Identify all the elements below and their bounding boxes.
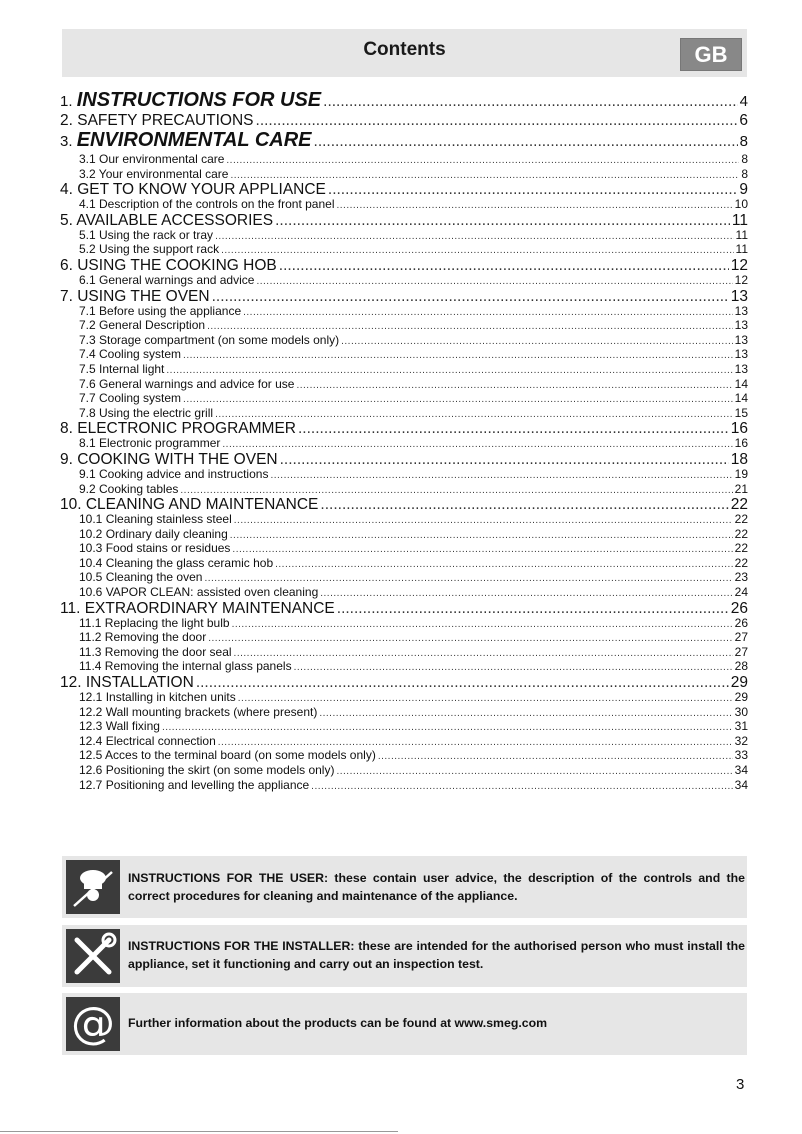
- toc-title: 11.4 Removing the internal glass panels: [79, 660, 292, 674]
- toc-chapter[interactable]: [60, 289, 748, 305]
- toc-section[interactable]: [60, 720, 748, 735]
- toc-section[interactable]: [60, 319, 748, 334]
- toc-leader-dots: [183, 393, 733, 407]
- toc-title: 7.7 Cooling system: [79, 392, 182, 406]
- chef-icon: [66, 860, 120, 914]
- toc-section[interactable]: [60, 660, 748, 675]
- toc-leader-dots: [238, 692, 733, 706]
- toc-leader-dots: [256, 113, 738, 129]
- toc-page-number: 34: [734, 764, 748, 777]
- toc-title: 12.3 Wall fixing: [79, 720, 160, 734]
- installer-instructions-text: INSTRUCTIONS FOR THE INSTALLER: these are intended for the authorised person who must install the appliance, set it functioning and carry out an inspection test.: [128, 939, 745, 971]
- toc-page-number: 26: [734, 616, 748, 630]
- toc-chapter[interactable]: [60, 89, 748, 113]
- toc-title-text: USING THE COOKING HOB: [77, 257, 277, 274]
- toc-section[interactable]: [60, 706, 748, 721]
- toc-page-number: 8: [739, 133, 748, 150]
- toc-page-number: 8: [741, 167, 748, 181]
- toc-leader-dots: [183, 349, 733, 363]
- toc-section[interactable]: [60, 378, 748, 393]
- toc-leader-dots: [337, 601, 729, 617]
- toc-chapter[interactable]: [60, 113, 748, 129]
- toc-title: 4.1 Description of the controls on the front panel: [79, 198, 335, 212]
- toc-leader-dots: [221, 244, 733, 258]
- toc-leader-dots: [298, 421, 729, 437]
- toc-leader-dots: [196, 675, 729, 691]
- toc-page-number: 15: [734, 406, 748, 420]
- toc-title: 10.4 Cleaning the glass ceramic hob: [79, 556, 274, 570]
- toc-page-number: 28: [734, 660, 748, 674]
- toc-title: 6.1 General warnings and advice: [79, 273, 255, 287]
- toc-number: 1.: [60, 93, 77, 110]
- toc-section[interactable]: [60, 586, 748, 601]
- toc-section[interactable]: [60, 153, 748, 168]
- toc-title: 10.6 VAPOR CLEAN: assisted oven cleaning: [79, 586, 319, 600]
- toc-section[interactable]: [60, 198, 748, 213]
- toc-leader-dots: [218, 736, 733, 750]
- toc-leader-dots: [320, 587, 732, 601]
- toc-leader-dots: [378, 750, 733, 764]
- toc-page-number: 13: [734, 362, 748, 376]
- toc-page-number: 34: [734, 778, 748, 792]
- toc-section[interactable]: [60, 468, 748, 483]
- toc-page-number: 16: [734, 437, 748, 451]
- toc-page-number: 11: [731, 212, 748, 229]
- toc-title-text: AVAILABLE ACCESSORIES: [76, 212, 274, 229]
- toc-title: [60, 89, 321, 113]
- toc-page-number: 13: [734, 304, 748, 318]
- toc-chapter[interactable]: [60, 182, 748, 198]
- toc-section[interactable]: [60, 392, 748, 407]
- toc-title: 3.2 Your environmental care: [79, 167, 229, 181]
- toc-leader-dots: [294, 661, 733, 675]
- toc-title-text: COOKING WITH THE OVEN: [77, 451, 278, 468]
- toc-leader-dots: [314, 131, 738, 153]
- toc-leader-dots: [275, 558, 733, 572]
- toc-leader-dots: [320, 497, 728, 513]
- toc-title: [60, 213, 273, 229]
- toc-leader-dots: [208, 632, 732, 646]
- toc-title: 11.3 Removing the door seal: [79, 645, 232, 659]
- toc-title-text: ENVIRONMENTAL CARE: [76, 129, 312, 151]
- toc-section[interactable]: [60, 749, 748, 764]
- toc-leader-dots: [215, 230, 733, 244]
- toc-section[interactable]: [60, 274, 748, 289]
- toc-title: 7.1 Before using the appliance: [79, 304, 242, 318]
- toc-leader-dots: [341, 335, 733, 349]
- toc-chapter[interactable]: [60, 129, 748, 153]
- toc-number: 2.: [60, 113, 78, 129]
- toc-number: 9.: [60, 451, 78, 468]
- toc-section[interactable]: [60, 571, 748, 586]
- toc-leader-dots: [226, 154, 739, 168]
- toc-page-number: 11: [735, 243, 748, 257]
- toc-title-text: USING THE OVEN: [77, 288, 210, 305]
- toc-title: 12.7 Positioning and levelling the appliance: [79, 778, 310, 792]
- toc-section[interactable]: [60, 557, 748, 572]
- toc-page-number: 22: [734, 513, 748, 527]
- toc-chapter[interactable]: [60, 601, 748, 617]
- toc-title: 7.4 Cooling system: [79, 348, 182, 362]
- toc-title: 8.1 Electronic programmer: [79, 437, 221, 451]
- toc-leader-dots: [279, 258, 729, 274]
- toc-leader-dots: [337, 199, 733, 213]
- toc-chapter[interactable]: [60, 675, 748, 691]
- toc-leader-dots: [234, 647, 733, 661]
- toc-leader-dots: [243, 306, 733, 320]
- page-number: 3: [736, 1076, 745, 1093]
- toc-section[interactable]: [60, 437, 748, 452]
- toc-title: 7.5 Internal light: [79, 362, 165, 376]
- toc-number: 8.: [60, 421, 78, 438]
- toc-page-number: 18: [730, 451, 748, 468]
- toc-section[interactable]: [60, 646, 748, 661]
- toc-number: 10.: [60, 497, 86, 514]
- toc-page-number: 11: [735, 228, 748, 242]
- page-title: Contents: [363, 39, 446, 60]
- tools-icon: [66, 929, 120, 983]
- toc-leader-dots: [232, 543, 732, 557]
- web-info-panel: [62, 993, 747, 1055]
- toc-title: 7.8 Using the electric grill: [79, 406, 214, 420]
- toc-page-number: 24: [734, 586, 748, 600]
- toc-leader-dots: [319, 707, 732, 721]
- toc-title: [60, 113, 254, 129]
- toc-leader-dots: [323, 91, 738, 113]
- toc-section[interactable]: [60, 691, 748, 706]
- toc-leader-dots: [230, 169, 739, 183]
- toc-page-number: 14: [734, 377, 748, 391]
- toc-title-text: GET TO KNOW YOUR APPLIANCE: [77, 182, 326, 199]
- toc-title-text: INSTRUCTIONS FOR USE: [76, 89, 322, 111]
- toc-section[interactable]: [60, 334, 748, 349]
- toc-chapter[interactable]: [60, 258, 748, 274]
- toc-page-number: 32: [734, 734, 748, 748]
- toc-section[interactable]: [60, 631, 748, 646]
- toc-page-number: 29: [734, 691, 748, 705]
- toc-title: [60, 601, 335, 617]
- toc-page-number: 27: [734, 645, 748, 659]
- toc-page-number: 21: [734, 482, 748, 496]
- toc-title: 10.3 Food stains or residues: [79, 542, 231, 556]
- divider: [0, 1131, 398, 1132]
- toc-title: 5.1 Using the rack or tray: [79, 228, 214, 242]
- toc-title: 11.1 Replacing the light bulb: [79, 616, 230, 630]
- toc-title: 12.6 Positioning the skirt (on some models only): [79, 764, 335, 777]
- toc-title: 7.2 General Description: [79, 319, 206, 333]
- toc-leader-dots: [311, 780, 732, 794]
- toc-section[interactable]: [60, 305, 748, 320]
- toc-title-text: EXTRAORDINARY MAINTENANCE: [84, 600, 335, 617]
- toc-title: [60, 258, 277, 274]
- toc-page-number: 13: [734, 319, 748, 333]
- toc-title: 12.5 Acces to the terminal board (on some models only): [79, 749, 376, 763]
- toc-title: 7.6 General warnings and advice for use: [79, 377, 295, 391]
- user-instructions-panel: [62, 856, 747, 918]
- toc-page-number: 22: [734, 527, 748, 541]
- toc-page-number: 29: [730, 675, 748, 692]
- toc-page-number: 4: [739, 93, 748, 110]
- toc-number: 11.: [60, 600, 85, 617]
- toc-section[interactable]: [60, 528, 748, 543]
- toc-page-number: 13: [734, 333, 748, 347]
- toc-leader-dots: [162, 721, 733, 735]
- toc-title: 3.1 Our environmental care: [79, 153, 225, 166]
- toc-page-number: 8: [741, 153, 748, 166]
- toc-page-number: 27: [734, 631, 748, 645]
- toc-title: [60, 182, 326, 198]
- toc-number: 7.: [60, 288, 78, 305]
- toc-leader-dots: [296, 379, 732, 393]
- table-of-contents: [60, 89, 748, 793]
- toc-leader-dots: [207, 320, 733, 334]
- toc-title: [60, 289, 210, 305]
- toc-page-number: 10: [734, 198, 748, 212]
- toc-leader-dots: [180, 484, 732, 498]
- toc-number: 4.: [60, 182, 78, 199]
- toc-page-number: 33: [734, 749, 748, 763]
- toc-section[interactable]: [60, 735, 748, 750]
- toc-title-text: CLEANING AND MAINTENANCE: [85, 497, 319, 514]
- installer-instructions-panel: [62, 925, 747, 987]
- toc-leader-dots: [280, 452, 729, 468]
- web-info-text: Further information about the products can be found at www.smeg.com: [128, 1016, 548, 1030]
- user-instructions-text: INSTRUCTIONS FOR THE USER: these contain user advice, the description of the controls and the correct procedures for cleaning and maintenance of the appliance.: [128, 871, 745, 903]
- toc-leader-dots: [336, 765, 732, 779]
- toc-page-number: 22: [730, 497, 748, 514]
- toc-page-number: 14: [734, 392, 748, 406]
- toc-title: [60, 497, 318, 513]
- toc-title: 9.1 Cooking advice and instructions: [79, 467, 269, 481]
- toc-section[interactable]: [60, 617, 748, 632]
- at-sign-icon: @: [66, 997, 120, 1051]
- toc-page-number: 16: [730, 421, 748, 438]
- toc-page-number: 12: [730, 257, 748, 274]
- toc-title: 10.1 Cleaning stainless steel: [79, 513, 232, 527]
- toc-page-number: 19: [734, 467, 748, 481]
- toc-leader-dots: [234, 514, 733, 528]
- toc-leader-dots: [222, 438, 732, 452]
- toc-page-number: 26: [730, 600, 748, 617]
- toc-page-number: 13: [730, 288, 748, 305]
- toc-section[interactable]: [60, 779, 748, 794]
- toc-title: 5.2 Using the support rack: [79, 243, 220, 257]
- toc-title: [60, 675, 194, 691]
- language-badge: GB: [680, 38, 742, 71]
- contents-header: [62, 29, 747, 77]
- toc-leader-dots: [204, 572, 732, 586]
- toc-number: 12.: [60, 675, 86, 692]
- toc-title: 12.2 Wall mounting brackets (where present): [79, 705, 318, 719]
- toc-title: [60, 129, 312, 153]
- toc-page-number: 22: [734, 542, 748, 556]
- toc-section[interactable]: [60, 407, 748, 422]
- toc-title: [60, 452, 278, 468]
- toc-number: 6.: [60, 257, 78, 274]
- toc-section[interactable]: [60, 348, 748, 363]
- toc-title: 10.5 Cleaning the oven: [79, 571, 203, 585]
- toc-leader-dots: [256, 275, 732, 289]
- toc-chapter[interactable]: [60, 213, 748, 229]
- toc-chapter[interactable]: [60, 452, 748, 468]
- toc-chapter[interactable]: [60, 497, 748, 513]
- toc-section[interactable]: [60, 483, 748, 498]
- toc-page-number: 9: [739, 182, 748, 199]
- toc-section[interactable]: [60, 363, 748, 378]
- toc-page-number: 23: [734, 571, 748, 585]
- toc-page-number: 13: [734, 348, 748, 362]
- toc-chapter[interactable]: [60, 421, 748, 437]
- toc-page-number: 30: [734, 705, 748, 719]
- toc-title-text: INSTALLATION: [85, 675, 194, 692]
- toc-leader-dots: [212, 289, 729, 305]
- toc-title: 12.4 Electrical connection: [79, 734, 216, 748]
- toc-leader-dots: [232, 618, 733, 632]
- toc-section[interactable]: [60, 229, 748, 244]
- toc-page-number: 6: [739, 113, 748, 129]
- toc-leader-dots: [270, 469, 732, 483]
- toc-page-number: 12: [734, 273, 748, 287]
- toc-section[interactable]: [60, 513, 748, 528]
- toc-title: 11.2 Removing the door: [79, 631, 207, 645]
- toc-title: 10.2 Ordinary daily cleaning: [79, 527, 228, 541]
- toc-number: 5.: [60, 212, 77, 229]
- toc-section[interactable]: [60, 168, 748, 183]
- toc-section[interactable]: [60, 764, 748, 779]
- toc-title: [60, 421, 296, 437]
- toc-title-text: ELECTRONIC PROGRAMMER: [77, 421, 296, 438]
- toc-leader-dots: [328, 182, 737, 198]
- toc-leader-dots: [166, 364, 732, 378]
- toc-title: 12.1 Installing in kitchen units: [79, 691, 236, 705]
- toc-title: 9.2 Cooking tables: [79, 482, 179, 496]
- toc-leader-dots: [275, 213, 730, 229]
- toc-number: 3.: [60, 133, 77, 150]
- toc-section[interactable]: [60, 243, 748, 258]
- toc-leader-dots: [230, 529, 733, 543]
- toc-page-number: 22: [734, 556, 748, 570]
- toc-page-number: 31: [734, 720, 748, 734]
- toc-leader-dots: [215, 408, 733, 422]
- toc-section[interactable]: [60, 542, 748, 557]
- toc-title: 7.3 Storage compartment (on some models only): [79, 333, 340, 347]
- toc-title-text: SAFETY PRECAUTIONS: [77, 113, 254, 129]
